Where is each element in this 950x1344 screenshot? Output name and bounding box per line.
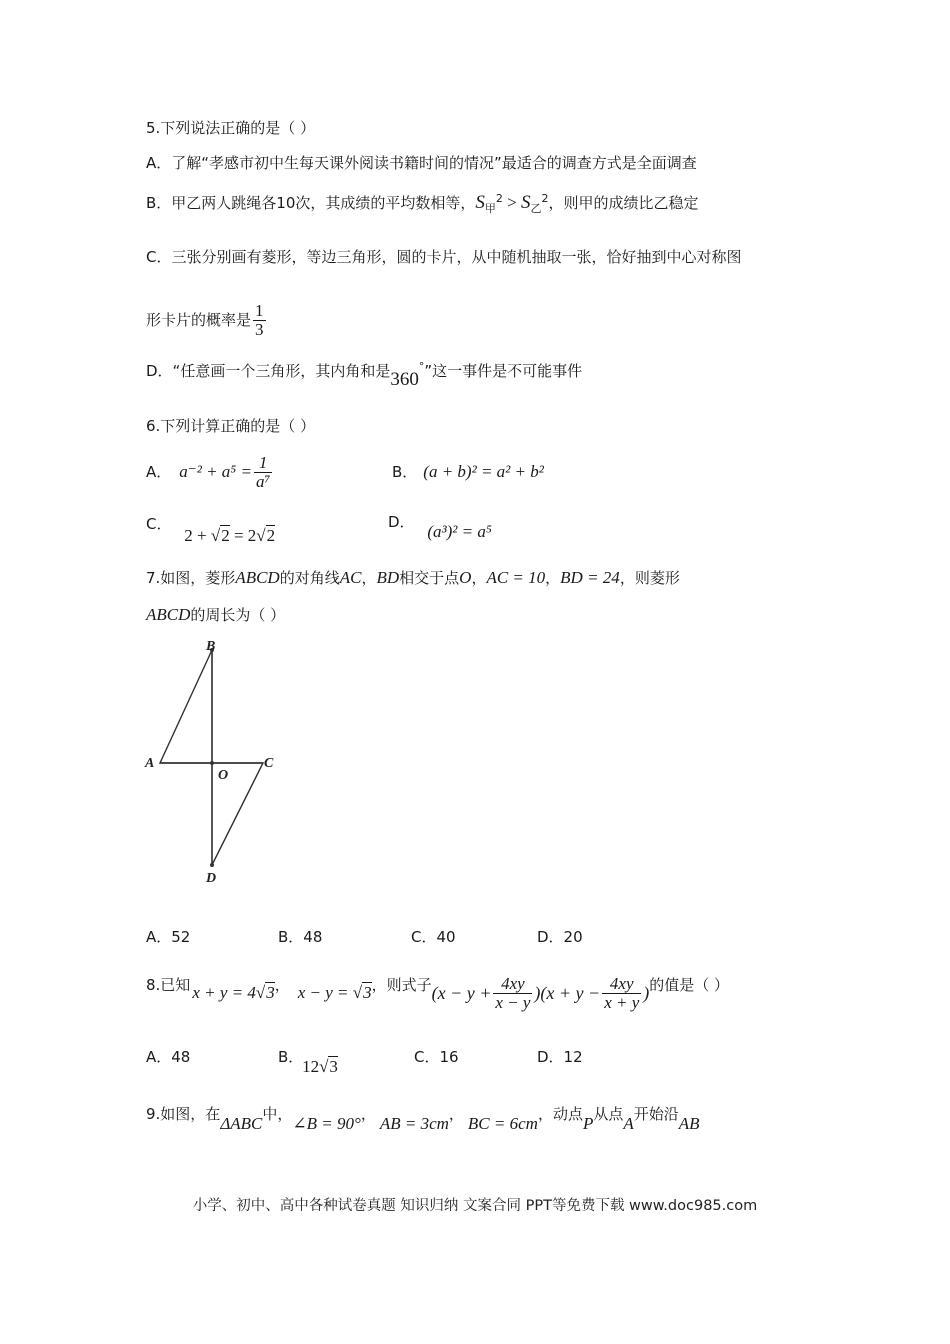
- math: BC = 6cm: [467, 1114, 538, 1133]
- q6-a-expr: a⁻² + a⁵ =: [179, 462, 252, 481]
- q6-b-expr: (a + b)² = a² + b²: [423, 462, 544, 481]
- sqrt-radicand: 3: [266, 983, 275, 1002]
- q8-fraction-2: [602, 975, 641, 1012]
- q8-cond2: [298, 983, 372, 1003]
- q8-b-value: [302, 1057, 338, 1076]
- frac-den: a⁷: [255, 471, 271, 491]
- frac-den: x + y: [604, 992, 640, 1012]
- text: ，: [471, 569, 487, 587]
- sqrt-radicand: 3: [363, 983, 372, 1002]
- text: 开始沿: [633, 1105, 679, 1123]
- text: 7.如图，菱形: [146, 569, 236, 587]
- sqrt-radicand: 2: [266, 526, 276, 545]
- sqrt-radicand: 3: [329, 1057, 338, 1076]
- q8-fraction-1: [493, 975, 532, 1012]
- q6-a-fraction: [254, 454, 272, 491]
- q7-option-a: A．52: [146, 928, 191, 946]
- rhombus-figure: [140, 636, 290, 888]
- q5-option-b: [146, 189, 699, 219]
- math: AB = 3cm: [379, 1114, 449, 1133]
- expr-part: 2 + √: [184, 526, 221, 545]
- text: ，动点: [537, 1105, 583, 1123]
- math: ): [643, 983, 650, 1003]
- q5-option-d-tail: ”这一事件是不可能事件: [424, 362, 583, 380]
- q6-c-expr: [184, 526, 275, 545]
- variance-sub-yi: 乙: [530, 202, 542, 215]
- text: ，: [360, 1105, 376, 1123]
- q6-option-a: [146, 450, 274, 494]
- frac-den: x − y: [495, 992, 531, 1012]
- q5-option-c-line2: [146, 298, 268, 342]
- q5-option-b-tail: ，则甲的成绩比乙稳定: [548, 194, 699, 212]
- math: ∠B = 90°: [292, 1114, 361, 1133]
- sqrt-radicand: 2: [221, 526, 230, 545]
- q7-option-c: C．40: [411, 928, 456, 946]
- q6-option-d: [388, 512, 492, 541]
- text: 的对角线: [279, 569, 340, 587]
- variance-sub-jia: 甲: [484, 202, 496, 215]
- math: P: [582, 1114, 594, 1133]
- label-d: D: [206, 871, 217, 886]
- text: ，则式子: [371, 976, 432, 994]
- q6-d-label: D．: [388, 513, 415, 531]
- label-b: B: [206, 639, 216, 654]
- q8-option-d: D．12: [537, 1048, 583, 1066]
- q6-d-expr: (a³)² = a⁵: [427, 522, 492, 541]
- fraction-one-third: [253, 302, 266, 339]
- text: 中，: [262, 1105, 293, 1123]
- q8-cond1: [192, 983, 274, 1003]
- math: BD: [376, 568, 400, 587]
- frac-num: 1: [255, 300, 264, 320]
- math: ABCD: [235, 568, 280, 587]
- page-footer: 小学、初中、高中各种试卷真题 知识归纳 文案合同 PPT等免费下载 www.doc985.com: [192, 1198, 758, 1214]
- q6-stem: 6.下列计算正确的是（ ）: [146, 417, 316, 435]
- math: 12√: [302, 1057, 329, 1076]
- expr-part: = 2√: [229, 526, 266, 545]
- frac-num: 1: [258, 452, 268, 472]
- q5-option-b-text: B．甲乙两人跳绳各10次，其成绩的平均数相等，: [146, 194, 476, 212]
- math: )(x + y −: [534, 983, 601, 1003]
- label-a: A: [145, 756, 155, 771]
- q7-stem-line2: [146, 605, 285, 625]
- frac-num: 4xy: [609, 973, 634, 993]
- math: x − y = √: [297, 983, 363, 1002]
- variance-symbol: S: [475, 192, 485, 213]
- text: 9.如图，在: [146, 1105, 221, 1123]
- text: ，: [274, 976, 290, 994]
- math: x + y = 4√: [192, 983, 266, 1002]
- frac-num: 4xy: [501, 973, 525, 993]
- math: ABCD: [146, 605, 191, 624]
- variance-sup-2: 2: [541, 192, 549, 205]
- q6-option-b: [392, 462, 544, 482]
- angle-value: 360: [390, 369, 419, 390]
- q8-option-a: A．48: [146, 1048, 191, 1066]
- q7-stem-line1: [146, 568, 680, 588]
- text: ，: [448, 1105, 464, 1123]
- greater-than: >: [502, 193, 521, 212]
- math: AB: [678, 1114, 700, 1133]
- point-d: [210, 863, 214, 867]
- math: (x − y +: [431, 983, 492, 1003]
- text: 从点: [593, 1105, 624, 1123]
- math: O: [459, 568, 472, 587]
- math: AC = 10: [486, 568, 546, 587]
- q7-option-d: D．20: [537, 928, 583, 946]
- math: ΔABC: [220, 1114, 263, 1133]
- text: 的周长为（ ）: [190, 606, 286, 624]
- degree-sign: °: [418, 360, 425, 373]
- frac-den: 3: [255, 319, 264, 339]
- q5-option-d: [146, 357, 583, 390]
- q5-option-c-text: 形卡片的概率是: [146, 311, 252, 329]
- math: BD = 24: [560, 568, 620, 587]
- math: A: [623, 1114, 634, 1133]
- text: ，: [361, 569, 377, 587]
- text: 相交于点: [399, 569, 460, 587]
- q5-option-c-line1: C．三张分别画有菱形，等边三角形，圆的卡片，从中随机抽取一张，恰好抽到中心对称图: [146, 248, 742, 266]
- text: ，则菱形: [619, 569, 680, 587]
- q6-c-label: C．: [146, 515, 172, 533]
- q7-option-b: B．48: [278, 928, 323, 946]
- label-o: O: [218, 768, 229, 783]
- q6-b-label: B．: [392, 463, 418, 481]
- variance-sup: 2: [495, 192, 503, 205]
- math: AC: [339, 568, 362, 587]
- q5-option-a: A．了解“孝感市初中生每天课外阅读书籍时间的情况”最适合的调查方式是全面调查: [146, 154, 697, 172]
- variance-symbol-2: S: [520, 192, 531, 213]
- q6-a-label: A．: [146, 463, 172, 481]
- q6-option-c: [146, 514, 276, 545]
- text: 的值是（ ）: [649, 976, 730, 994]
- point-o: [210, 761, 214, 765]
- text: 8.已知: [146, 976, 191, 994]
- q5-stem: 5.下列说法正确的是（ ）: [146, 119, 316, 137]
- text: ，: [545, 569, 561, 587]
- label-c: C: [264, 756, 274, 771]
- label: B．: [278, 1048, 304, 1066]
- q9-stem: [146, 1104, 700, 1133]
- q8-option-c: C．16: [414, 1048, 459, 1066]
- q8-stem: [146, 965, 729, 1021]
- q8-option-b: [278, 1046, 344, 1076]
- q5-option-d-text: D．“任意画一个三角形，其内角和是: [146, 362, 391, 380]
